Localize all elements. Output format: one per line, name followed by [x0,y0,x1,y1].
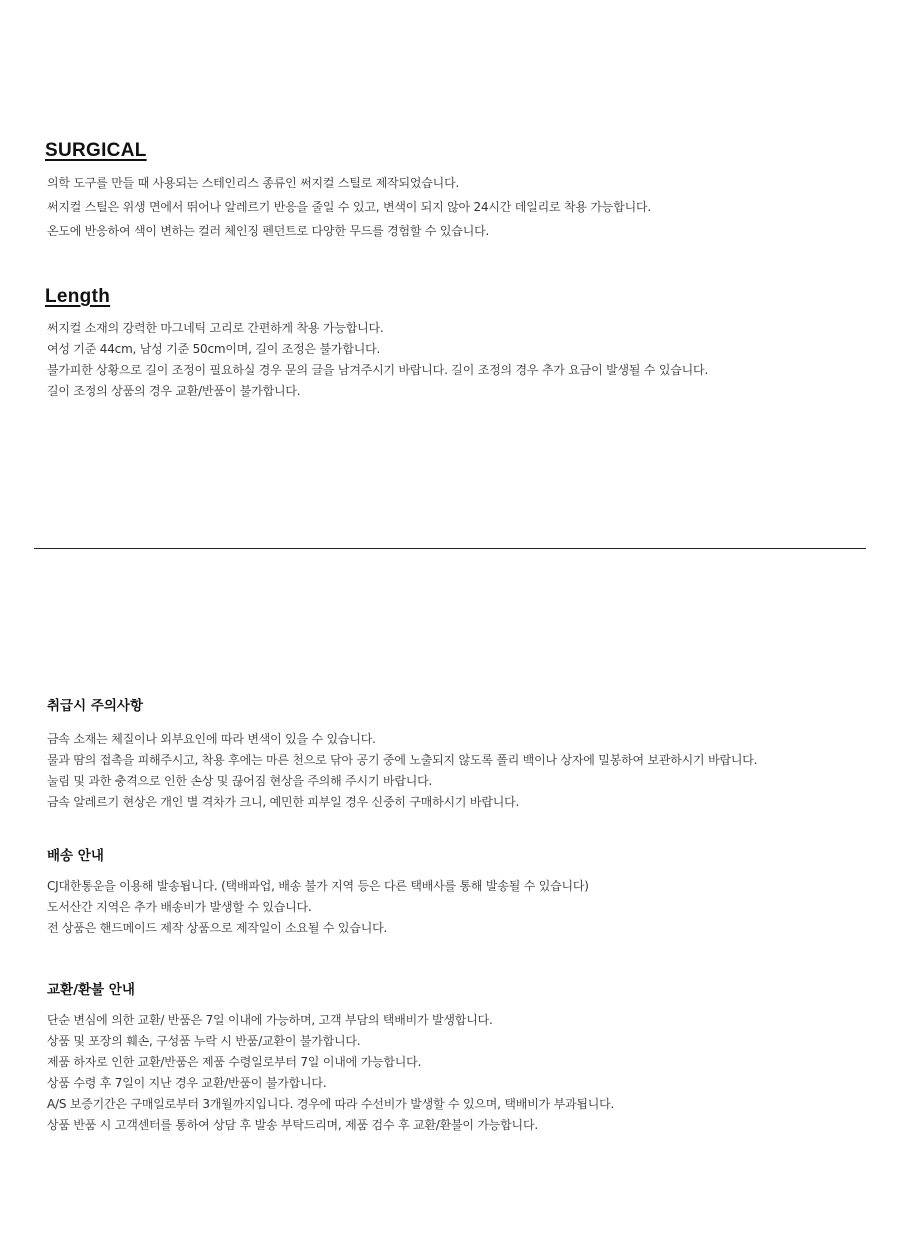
exchange-line-3: 제품 하자로 인한 교환/반품은 제품 수령일로부터 7일 이내에 가능합니다. [47,1055,422,1069]
care-line-4: 금속 알레르기 현상은 개인 별 격차가 크니, 예민한 피부일 경우 신중히 구매하시기 바랍니다. [47,795,520,809]
length-description [47,318,708,402]
surgical-line-1: 의학 도구를 만들 때 사용되는 스테인리스 종류인 써지컬 스틸로 제작되었습니다. [47,176,460,190]
exchange-title: 교환/환불 안내 [47,982,135,998]
exchange-line-5: A/S 보증기간은 구매일로부터 3개월까지입니다. 경우에 따라 수선비가 발생할 수 있으며, 택배비가 부과됩니다. [47,1097,615,1111]
section-divider [34,548,866,549]
length-line-4: 길이 조정의 상품의 경우 교환/반품이 불가합니다. [47,384,301,398]
surgical-line-3: 온도에 반응하여 색이 변하는 컬러 체인징 펜던트로 다양한 무드를 경험할 수 있습니다. [47,224,490,238]
length-line-1: 써지컬 소재의 강력한 마그네틱 고리로 간편하게 착용 가능합니다. [47,321,384,335]
shipping-description [47,876,589,939]
length-line-3: 불가피한 상황으로 길이 조정이 필요하실 경우 문의 글을 남겨주시기 바랍니다. 길이 조정의 경우 추가 요금이 발생될 수 있습니다. [47,363,709,377]
exchange-line-1: 단순 변심에 의한 교환/ 반품은 7일 이내에 가능하며, 고객 부담의 택배비가 발생합니다. [47,1013,493,1027]
length-title: Length [45,286,111,307]
exchange-line-6: 상품 반품 시 고객센터를 통하여 상담 후 발송 부탁드리며, 제품 검수 후 교환/환불이 가능합니다. [47,1118,538,1132]
surgical-description [47,171,651,243]
care-description [47,729,757,813]
shipping-title: 배송 안내 [47,848,104,864]
surgical-title: SURGICAL [45,140,147,161]
care-title: 취급시 주의사항 [47,698,143,714]
care-line-1: 금속 소재는 체질이나 외부요인에 따라 변색이 있을 수 있습니다. [47,732,376,746]
length-line-2: 여성 기준 44cm, 남성 기준 50cm이며, 길이 조정은 불가합니다. [47,342,381,356]
exchange-line-2: 상품 및 포장의 훼손, 구성품 누락 시 반품/교환이 불가합니다. [47,1034,361,1048]
shipping-line-2: 도서산간 지역은 추가 배송비가 발생할 수 있습니다. [47,900,312,914]
care-line-2: 물과 땀의 접촉을 피해주시고, 착용 후에는 마른 천으로 닦아 공기 중에 노출되지 않도록 폴리 백이나 상자에 밀봉하여 보관하시기 바랍니다. [47,753,758,767]
shipping-line-1: CJ대한통운을 이용해 발송됩니다. (택배파업, 배송 불가 지역 등은 다른 택배사를 통해 발송될 수 있습니다) [47,879,589,893]
surgical-line-2: 써지컬 스틸은 위생 면에서 뛰어나 알레르기 반응을 줄일 수 있고, 변색이 되지 않아 24시간 데일리로 착용 가능합니다. [47,200,651,214]
care-line-3: 눌림 및 과한 충격으로 인한 손상 및 끊어짐 현상을 주의해 주시기 바랍니다. [47,774,433,788]
exchange-line-4: 상품 수령 후 7일이 지난 경우 교환/반품이 불가합니다. [47,1076,327,1090]
shipping-line-3: 전 상품은 핸드메이드 제작 상품으로 제작일이 소요될 수 있습니다. [47,921,388,935]
exchange-description [47,1010,614,1136]
